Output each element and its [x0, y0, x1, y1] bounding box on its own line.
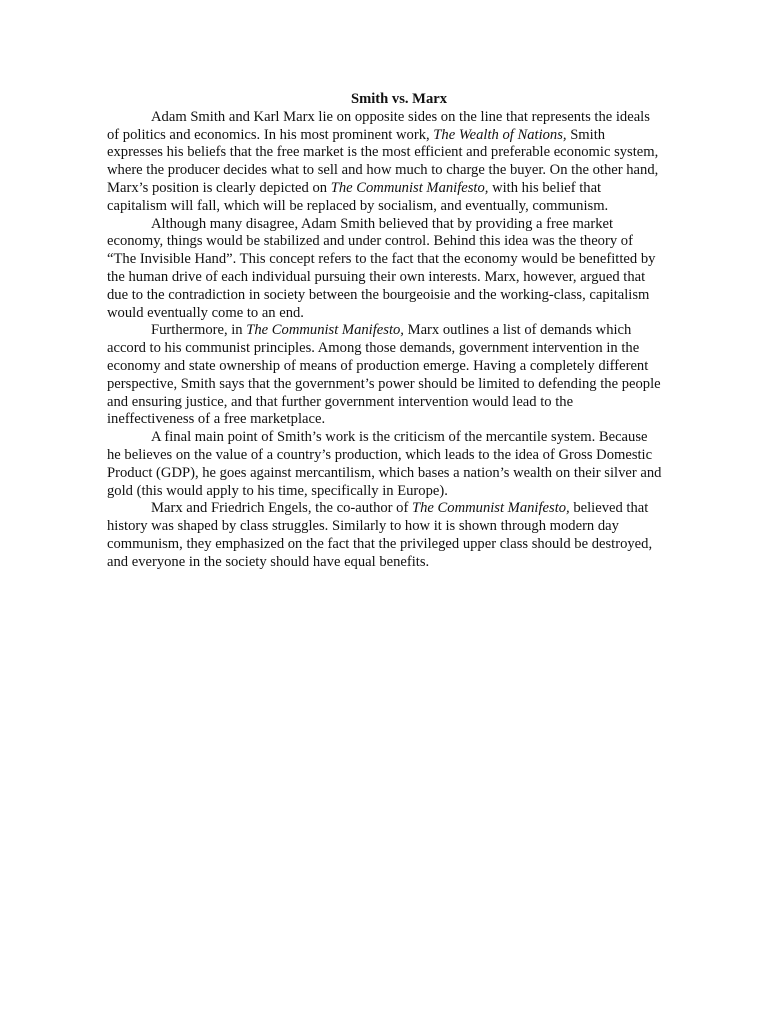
paragraph-1-text-cont: Smith expresses his beliefs that the free market is the most efficient and preferable economic system, where the producer decides what to sell and how much to charge the buyer. On the other hand, Marx’s position is clearly depicted on	[107, 126, 659, 196]
book-title-wealth-of-nations: The Wealth of Nations,	[433, 126, 567, 143]
book-title-communist-manifesto: The Communist Manifesto,	[246, 322, 404, 339]
paragraph-5-text: Marx and Friedrich Engels, the co-author of	[151, 500, 412, 517]
paragraph-3-text-cont: Marx outlines a list of demands which accord to his communist principles. Among those demands, government intervention in the economy and state ownership of means of production emerge. Having a completely different perspective, Smith says that the government’s power should be limited to defending the people and ensuring justice, and that further government intervention would lead to the ineffectiveness of a free marketplace.	[107, 322, 661, 428]
book-title-communist-manifesto: The Communist Manifesto,	[330, 179, 489, 196]
paragraph-5-text-cont: believed that history was shaped by class struggles. Similarly to how it is shown through modern day communism, they emphasized on the fact that the privileged upper class should be destroyed, and everyone in the society should have equal benefits.	[107, 500, 653, 570]
paragraph-1	[107, 109, 663, 216]
paragraph-3-text: Furthermore, in	[151, 322, 247, 339]
paragraph-2	[107, 216, 663, 323]
essay-body	[107, 91, 663, 572]
paragraph-3	[107, 322, 663, 429]
paragraph-2-text: Although many disagree, Adam Smith believed that by providing a free market economy, things would be stabilized and under control. Behind this idea was the theory of “The Invisible Hand”. This concept refers to the fact that the economy would be benefitted by the human drive of each individual pursuing their own interests. Marx, however, argued that due to the contradiction in society between the bourgeoisie and the working-class, capitalism would eventually come to an end.	[107, 215, 656, 321]
essay-title: Smith vs. Marx	[350, 91, 448, 107]
paragraph-1-text-end: with his belief that capitalism will fall, which will be replaced by socialism, and eventually, communism.	[107, 179, 609, 214]
paragraph-1-text: Adam Smith and Karl Marx lie on opposite sides on the line that represents the ideals of politics and economics. In his most prominent work,	[107, 108, 650, 143]
book-title-communist-manifesto: The Communist Manifesto,	[412, 500, 570, 517]
paragraph-4	[107, 429, 663, 500]
paragraph-4-text: A final main point of Smith’s work is the criticism of the mercantile system. Because he believes on the value of a country’s production, which leads to the idea of Gross Domestic Product (GDP), he goes against mercantilism, which bases a nation’s wealth on their silver and gold (this would apply to his time, specifically in Europe).	[107, 429, 662, 499]
paragraph-5	[107, 500, 663, 571]
